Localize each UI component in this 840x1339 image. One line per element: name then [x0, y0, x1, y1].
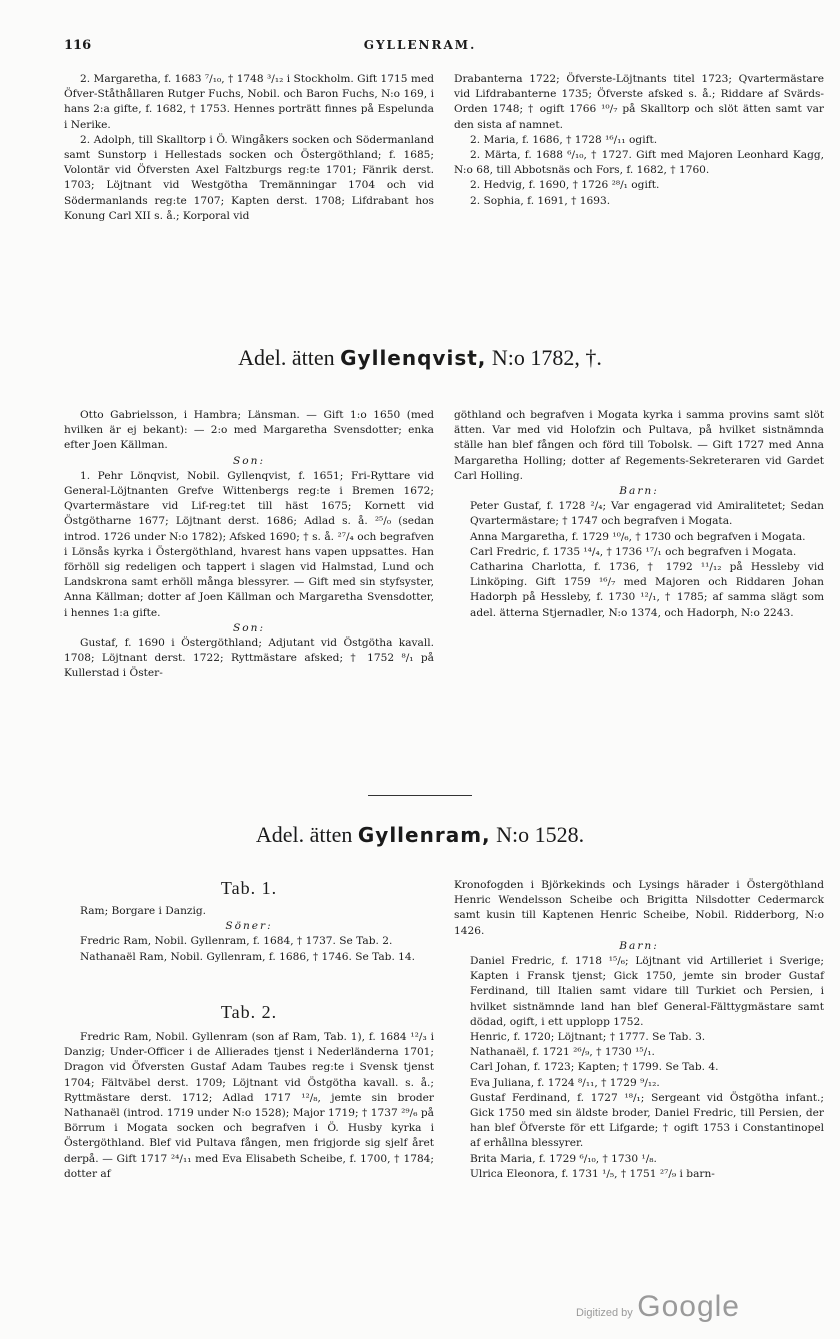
paragraph: Brita Maria, f. 1729 ⁶/₁₀, † 1730 ¹/₈. — [470, 1152, 657, 1165]
paragraph: Ram; Borgare i Danzig. — [80, 905, 207, 917]
running-title: GYLLENRAM. — [363, 38, 477, 52]
paragraph: 1. Pehr Lönqvist, Nobil. Gyllenqvist, f. 1651; Fri-Ryttare vid General-Löjtnanten Grefve Wittenbergs reg:te i Bremen 1672; Qvartermästare vid Lif-reg:tet till häst 1675; Kornett vid Östgötharne 1677; Löjtnant derst. 1686; Adlad s. å. ²⁵/₀ (sedan introd. 1726 under N:o 1782); Afsked 1690; † s. å. ²⁷/₄ och begrafven i Lönsås kyrka i Östergöthland, hvarest hans vapen uppsattes. Han förhöll sig redeligen och tappert i slagen vid Halmstad, Lund och Landskrona samt erhöll många blessyrer. — Gift med sin styfsyster, Anna Källman; dotter af Joen Källman och Margaretha Svensdotter, i hennes 1:a gifte. — [64, 469, 434, 619]
paragraph: 2. Märta, f. 1688 ⁶/₁₀, † 1727. Gift med Majoren Leonhard Kagg, N:o 68, till Abbotsnäs och Fors, f. 1682, † 1760. — [454, 149, 824, 177]
section-divider — [368, 795, 472, 796]
title-prefix: Adel. ätten — [238, 345, 335, 370]
digitized-watermark — [576, 1290, 740, 1324]
children-label: Barn: — [619, 485, 659, 498]
children-label: Son: — [232, 454, 266, 467]
paragraph: Nathanaël, f. 1721 ²⁶/₉, † 1730 ¹⁵/₁. — [470, 1046, 655, 1059]
paragraph: 2. Sophia, f. 1691, † 1693. — [470, 194, 611, 207]
paragraph: Fredric Ram, Nobil. Gyllenram, f. 1684, † 1737. Se Tab. 2. — [80, 935, 393, 948]
section-title-gyllenqvist — [0, 345, 840, 371]
section1-right-column — [454, 72, 824, 209]
title-suffix: N:o 1782, †. — [491, 345, 602, 370]
paragraph: Ulrica Eleonora, f. 1731 ¹/₅, † 1751 ²⁷/₉ i barn- — [470, 1167, 715, 1180]
paragraph: Nathanaël Ram, Nobil. Gyllenram, f. 1686, † 1746. Se Tab. 14. — [80, 950, 416, 963]
paragraph: Daniel Fredric, f. 1718 ¹⁵/₆; Löjtnant vid Artilleriet i Sverige; Kapten i Fransk tjenst; Gick 1750, jemte sin broder Gustaf Ferdinand, till Italien samt vidare till Turkiet och Persien, i hvilket sistnämnde land han blef General-Fälttygmästare samt dödad, ogift, i ett upplopp 1752. — [470, 955, 824, 1028]
paragraph: Catharina Charlotta, f. 1736, † 1792 ¹¹/₁₂ på Hessleby vid Linköping. Gift 1759 ¹⁶/₇ med Majoren och Riddaren Johan Hadorph på Hessleby, f. 1730 ¹²/₁, † 1785; af samma slägt som adel. ätterna Stjernadler, N:o 1374, och Hadorph, N:o 2243. — [470, 561, 824, 619]
family-name: Gyllenqvist, — [340, 346, 487, 370]
watermark-prefix: Digitized by — [575, 1307, 633, 1319]
paragraph: Fredric Ram, Nobil. Gyllenram (son af Ram, Tab. 1), f. 1684 ¹²/₃ i Danzig; Under-Officer i de Allierades tjenst i Nederländerna 1701; Dragon vid Öfversten Gustaf Adam Taubes reg:te i Svensk tjenst 1704; Fältväbel derst. 1709; Löjtnant vid Östgötha kavall. s. å.; Ryttmästare derst. 1712; Adlad 1717 ¹²/₈, jemte sin broder Nathanaël (introd. 1719 under N:o 1528); Major 1719; † 1737 ²⁹/₆ på Börrum i Mogata socken och begrafven i Ö. Husby kyrka i Östergöthland. Blef vid Pultava fången, men frigjorde sig sjelf året derpå. — Gift 1717 ²⁴/₁₁ med Eva Elisabeth Scheibe, f. 1700, † 1784; dotter af — [64, 1031, 434, 1180]
title-suffix: N:o 1528. — [496, 822, 585, 847]
tab1-heading: Tab. 1. — [220, 878, 278, 898]
paragraph: Otto Gabrielsson, i Hambra; Länsman. — Gift 1:o 1650 (med hvilken är ej bekant): — 2:o med Margaretha Svensdotter; enka efter Joen Källman. — [64, 409, 434, 452]
page-number: 116 — [64, 38, 92, 53]
tab1-body — [64, 904, 434, 965]
children-label: Son: — [232, 621, 266, 634]
children-label: Barn: — [619, 939, 659, 952]
paragraph: Gustaf Ferdinand, f. 1727 ¹⁸/₁; Sergeant vid Östgötha infant.; Gick 1750 med sin äldste broder, Daniel Fredric, till Persien, der han blef Öfverste för ett Lifgarde; † ogift 1753 i Constantinopel af erhållna blessyrer. — [470, 1091, 824, 1150]
section3-right-column — [454, 878, 824, 1182]
family-name: Gyllenram, — [357, 823, 491, 847]
paragraph: Carl Johan, f. 1723; Kapten; † 1799. Se Tab. 4. — [470, 1061, 719, 1074]
paragraph: 2. Maria, f. 1686, † 1728 ¹⁶/₁₁ ogift. — [470, 133, 658, 146]
section2-right-column — [454, 408, 824, 621]
paragraph: Drabanterna 1722; Öfverste-Löjtnants titel 1723; Qvartermästare vid Lifdrabanterne 1735; Öfverste afsked s. å.; Riddare af Svärds-Orden 1748; † ogift 1766 ¹⁰/₇ på Skalltorp och slöt ätten samt var den sista af namnet. — [454, 73, 824, 131]
paragraph: göthland och begrafven i Mogata kyrka i samma provins samt slöt ätten. Var med vid Holofzin och Pultava, på hvilket sistnämnda ställe han blef fången och förd till Tobolsk. — Gift 1727 med Anna Margaretha Holling; dotter af Regements-Sekreteraren vid Gardet Carl Holling. — [454, 409, 824, 482]
paragraph: Gustaf, f. 1690 i Östergöthland; Adjutant vid Östgötha kavall. 1708; Löjtnant derst. 1722; Ryttmästare afsked; † 1752 ⁸/₁ på Kullerstad i Öster- — [64, 637, 434, 680]
section1-left-column — [64, 72, 434, 224]
section2-left-column — [64, 408, 434, 682]
paragraph: Carl Fredric, f. 1735 ¹⁴/₄, † 1736 ¹⁷/₁ och begrafven i Mogata. — [470, 545, 797, 558]
paragraph: Henric, f. 1720; Löjtnant; † 1777. Se Tab. 3. — [470, 1031, 706, 1044]
tab2-body — [64, 1030, 434, 1182]
paragraph: 2. Adolph, till Skalltorp i Ö. Wingåkers socken och Södermanland samt Sunstorp i Hellestads socken och Östergöthland; f. 1685; Volontär vid Öfversten Axel Faltzburgs reg:te 1701; Fänrik derst. 1703; Löjtnant vid Westgötha Tremänningar 1704 och vid Södermanlands reg:te 1707; Kapten derst. 1708; Lifdrabant hos Konung Carl XII s. å.; Korporal vid — [64, 133, 434, 222]
tab2-heading: Tab. 2. — [220, 1002, 278, 1022]
section-title-gyllenram — [0, 822, 840, 848]
title-prefix: Adel. ätten — [255, 822, 353, 847]
paragraph: Kronofogden i Björkekinds och Lysings härader i Östergöthland Henric Wendelsson Scheibe och Brigitta Nilsdotter Cedermarck samt kusin till Kaptenen Henric Scheibe, Nobil. Ridderborg, N:o 1426. — [454, 879, 824, 937]
paragraph: Anna Margaretha, f. 1729 ¹⁰/₆, † 1730 och begrafven i Mogata. — [470, 530, 806, 543]
children-label: Söner: — [225, 920, 273, 933]
google-logo: Google — [637, 1290, 740, 1323]
paragraph: Peter Gustaf, f. 1728 ²/₄; Var engagerad vid Amiralitetet; Sedan Qvartermästare; † 1747 och begrafven i Mogata. — [470, 500, 824, 528]
paragraph: Eva Juliana, f. 1724 ⁸/₁₁, † 1729 ⁹/₁₂. — [470, 1076, 660, 1089]
paragraph: 2. Margaretha, f. 1683 ⁷/₁₀, † 1748 ³/₁₂ i Stockholm. Gift 1715 med Öfver-Ståthållaren Rutger Fuchs, Nobil. och Baron Fuchs, N:o 169, i hans 2:a gifte, f. 1682, † 1753. Hennes porträtt finnes på Espelunda i Nerike. — [64, 73, 434, 131]
paragraph: 2. Hedvig, f. 1690, † 1726 ²⁸/₁ ogift. — [470, 179, 660, 192]
